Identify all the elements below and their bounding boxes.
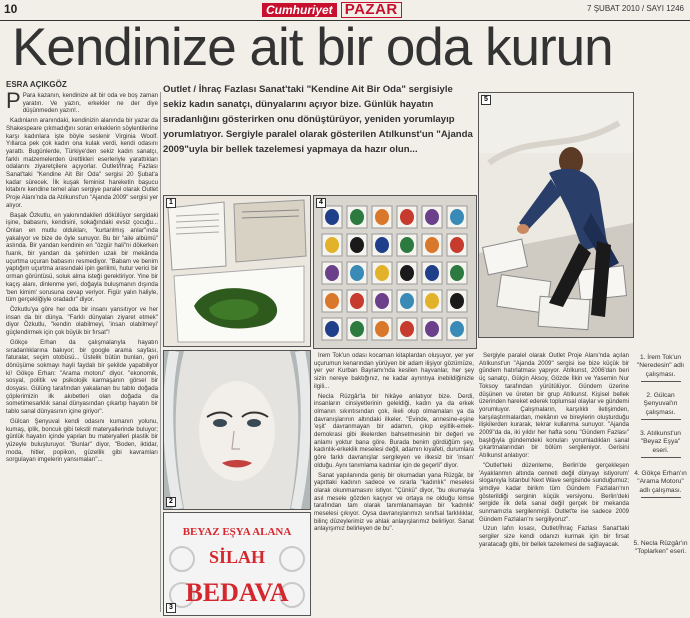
article-paragraph: Sergiyle paralel olarak Outlet Proje Alanı'nda açılan Atılkunst'un "Ajanda 2009" sergisi ise bize küçük bir gündem hatırlatması yapıyor. Atılkunst, 2006'dan beri üç sanatçı, Gülçin Aksoy, Gözde İlkin ve Yasemin Nur Toksoy tarafından yürütülüyor. Gündem üzerine düşünen ve üreten bir grup Atılkunst. Kişisel bellek üzerinden hareket ederek toplumsal olaylar ve gündemi yorumluyor. Çalışmaların, karşılıklı iletişimden, karşılaştırmalardan, mekânın ve bireylerin oluşturduğu ilişkilerden kurarak, tekrar kullanma sunuyor. "Ajanda 2009"da da, iki yıldır her hafta sonu "Gündem Fazlası" başlığıyla gündemdeki konuları yorumladıkları sanal çıkartmalarından bir bölüm sergileniyor. Gerisini Atılkunst anlatıyor: bbox=[479, 352, 629, 460]
sign-line-2: SİLAH bbox=[208, 547, 266, 567]
caption-text: İrem Tok'un "Neredesin" adlı çalışması. bbox=[636, 354, 685, 378]
photo-5-artwork bbox=[479, 93, 633, 337]
article-paragraph: Gökçe Erhan da çalışmalarıyla hayatın sıradanlıklarına bakıyor; bir google arama sayfası, faturalar, seçim otobüsü... Üstelik bütün bunları, geri dönüşüme sokmayı hayli faydalı bir şekilde yapabiliyor ki! Gökçe Erhan: "Arama motoru" diyor. "ekonomik, sosyal, politik ve psikolojik karmaşanın görsel bir dosyası. Gülüng tarafından yakalanan bu tablo doğada çöplerimizin ilk akıbetleri olan doğada da sometimesarklık sanal dünyasından çıkartıp hayatın bir tablo sanal dünyasının içine giriyor". bbox=[6, 338, 158, 416]
caption-text: Atılkunst'un "Beyaz Eşya" eseri. bbox=[640, 430, 681, 454]
caption-2 bbox=[633, 392, 688, 422]
article-paragraph: Başak Özkutlu, en yakınındakileri dökülüyor sergidaki işine, babasını, kendisini, sokağındaki evsiz çocuğu... Onları en mutlu oldukları, "kurtarılmış anlar"ında yakalıyor ve bize de öyle sunuyor. Bu bir "aile albümü" aslında. Bir yandan kendinin en "özgür hali"ni dökerken fuarık, bir yandan da şehirden uzak bir mekânda uçurtma uçuran babasını resmediyor. "Babam ve benim yaptığım uçurtma arasındaki ipin gerilimi, hutur verici bir orman görüntüsü, soluk alma isteği gerektiriyor. Yine bir kaçış alanı, dinlenme yeri, doğayla buluşmanın dışında 'ben kimim' sorusuna cevap veriyor. Figür yalın haliyle, tüm gerçekliğiyle oradadır" diyor. bbox=[6, 211, 158, 304]
artwork-tile-figure bbox=[400, 265, 414, 281]
photo-4-artwork bbox=[314, 196, 476, 348]
artwork-tile-figure bbox=[375, 237, 389, 253]
artwork-tile-figure bbox=[325, 321, 339, 337]
photo-5-figure-painting bbox=[478, 92, 634, 338]
artwork-tile-figure bbox=[450, 321, 464, 337]
artwork-tile-figure bbox=[425, 265, 439, 281]
artwork-tile-figure bbox=[375, 209, 389, 225]
article-paragraph: Uzun lafın kısası, Outlet/İhraç Fazlası Sanat'taki sergiler size kendi odanızı kurmak için bir fırsat yaratacağı gibi, bir bellek tazelemesi de sağlayacak. bbox=[479, 525, 629, 548]
photo-1-artwork bbox=[164, 196, 310, 346]
caption-divider bbox=[641, 381, 681, 382]
photo-4-artwork-grid bbox=[313, 195, 477, 349]
artwork-tile-figure bbox=[400, 237, 414, 253]
caption-number: 3. bbox=[640, 430, 646, 437]
supplement-name: PAZAR bbox=[341, 2, 402, 18]
article-column-3 bbox=[479, 352, 629, 614]
artwork-tile-figure bbox=[350, 237, 364, 253]
artwork-tile-figure bbox=[450, 265, 464, 281]
article-paragraph: Sanat yapılanında geniş bir okumadan yana Rüzgâr, bir yapıttaki kadının sadece ve ısrarla "kadınlık" meselesi olarak okunmamasını istiyor. "Çünkü" diyor, "bu okumayla asıl mesele gözden kaçıyor ve ortaya ne olduğu kimse tarafından tam olarak tanımlanamayan bir 'kadınlık' meselesi çıkıyor. Oysa davranışlarımızı sınıfsal farklılıklar, bilinç düzeylerimiz ve ahlak anlayışlarımız belirliyor. Sanat anlayışımız belirleyen de bu". bbox=[314, 471, 474, 533]
photo-1-installation bbox=[163, 195, 311, 347]
artwork-tile-figure bbox=[325, 209, 339, 225]
article-column-1 bbox=[6, 92, 158, 614]
artwork-tile-figure bbox=[375, 265, 389, 281]
article-paragraph: P Para kazanın, kendinize ait bir oda ve boş zaman yaratın. Ve yazın, erkekler ne der diye düşünmeden yazın!.. bbox=[6, 92, 158, 115]
artwork-tile-figure bbox=[375, 293, 389, 309]
photo-2-portrait bbox=[163, 350, 311, 510]
article-paragraph: İrem Tok'un odası kocaman kitaplardan oluşuyor, yer yer uçurumun kenarından yürüyen bir adam ilişiyor gözümüze, yer yer Kurban Bayramı'nda kesilen hayvanlar, her şey sizin nereye baktığınız, ne kadar ayrıntıya inebildiğinizle ilgili... bbox=[314, 352, 474, 390]
article-column-2 bbox=[314, 352, 474, 614]
artwork-tile-figure bbox=[425, 321, 439, 337]
article-paragraph: Özkutlu'ya göre her oda bir insanı yansıtıyor ve her insan da bir dünya. "Farklı dünyaları ziyaret etmek" diyor Özkutlu, "kendin olabilmeyi, 'insan olabilmeyi' güçlendirmek için çok büyük bir fırsat"! bbox=[6, 305, 158, 337]
caption-text: Gülcan Şenyuval'ın çalışması. bbox=[643, 392, 678, 416]
artwork-tile-figure bbox=[325, 293, 339, 309]
artwork-tile-figure bbox=[325, 237, 339, 253]
article-paragraph: Necla Rüzgâr'la bir hikâye anlatıyor bize. Derdi, insanların cinsiyetlerinin geleldiği, kadın ya da erkek olmanın sıkıntısından çok, ikeli olup olmamaları ya da davranışlarının altındaki ilkeler. "Evinde, annesine-eşine 'eşit' davranmayan bir adamın, çıkıp eşitlik-emek-demokrasi gibi ilkelerden bahsetmesinin bir değeri ve anlamı yoktur bana göre. Burada benim gördüğüm şey, kadınlık-erkeklik meselesi değil, adamın kıyafeti, durumlara göre farklı davranışlar sergileyen ve ilkesiz bir 'insan' olduğu. Aynı tanımlama kadınlar için de geçerli" diyor. bbox=[314, 392, 474, 469]
photo-number: 3 bbox=[166, 603, 176, 613]
artwork-tile-figure bbox=[450, 293, 464, 309]
caption-text: Gökçe Erhan'ın "Arama Motoru" adlı çalışması. bbox=[637, 470, 687, 494]
artwork-tile-figure bbox=[350, 321, 364, 337]
caption-1 bbox=[633, 354, 688, 384]
paper-name: Cumhuriyet bbox=[262, 3, 337, 17]
article-paragraph: Kadınların aranındaki, kendinizin alanında bir yazar da Shakespeare çıkmadığını soran erkeklerin söylentilerine karşı kadınlara işte böyle seslenir Virginia Woolf. Yıllarca pek çok kadın ona kulak verdi, kendi odasını yarattı. Bugünlerde, Türkiye'den sekiz kadın sanatçı, farklı malzemelerden ürettikleri eserleriyle yarattıkları odalarını ziyaretçilere açıyorlar. Outlet/İhraç Fazlası Sanat'taki "Kendine Ait Bir Oda" sergisi 20 Şubat'a kadar sürecek. İlk kuşak feminist hareketin başucu kitabını kendine temel alan sergiye paralel olarak Outlet Proje Alanı'nda da Atılkunst'un "Ajanda 2009" sergisi yer alıyor. bbox=[6, 117, 158, 209]
artwork-tile-figure bbox=[350, 293, 364, 309]
page-number: 10 bbox=[4, 2, 18, 16]
article-paragraph: Gülcan Şenyuval kendi odasını kumanın yolunu, kumaş, iplik, boncuk gibi tekstil materyallerinde buluyor; günlük hayatın içinde yapılan bu materyalleri plastik bir yüzeyle buluşturuyor. "Bunlar" diyor, "Boden, iktidar, moda, hitler, popikon, güzellik gibi kavramları sorgulayan imgelerin yansımaları"... bbox=[6, 417, 158, 464]
caption-number: 1. bbox=[639, 354, 646, 361]
caption-divider bbox=[641, 419, 681, 420]
sign-line-1: BEYAZ EŞYA ALANA bbox=[182, 526, 292, 538]
caption-5 bbox=[633, 540, 688, 557]
caption-3 bbox=[633, 430, 688, 460]
artwork-tile-figure bbox=[350, 265, 364, 281]
caption-number: 5. bbox=[633, 540, 639, 547]
author-byline: ESRA AÇIKGÖZ bbox=[6, 80, 67, 89]
artwork-tile-figure bbox=[450, 237, 464, 253]
artwork-tile-figure bbox=[425, 293, 439, 309]
caption-divider bbox=[641, 497, 681, 498]
sign-line-3: BEDAVA bbox=[185, 578, 289, 607]
artwork-tile-figure bbox=[375, 321, 389, 337]
photo-3-sign bbox=[163, 512, 311, 616]
artwork-tile-figure bbox=[400, 321, 414, 337]
artwork-tile-figure bbox=[350, 209, 364, 225]
dateline: 7 ŞUBAT 2010 / SAYI 1246 bbox=[587, 4, 684, 13]
caption-divider bbox=[641, 457, 681, 458]
artwork-tile-figure bbox=[400, 293, 414, 309]
artwork-tile-figure bbox=[450, 209, 464, 225]
article-paragraph: "Outlet'teki düzenleme, Berlin'de gerçekleşen 'Ayaklanmın altında cenneti değil dünyayı istiyorum' sloganıyla İstanbul Next Wave sergisinde sunduğumuz; şimdiye kadar birikm tüm Gündem Fazlaları'nın gösterildiği serginin küçük versiyonu. Berlin'deki sergide ilk defa sanal değil gerçek bir mekanda sunmamızla sergilenmişti. Outlet'te ise sadece 2009 Gündem Fazlaları'nı sergiliyoruz". bbox=[479, 461, 629, 523]
column-separator bbox=[160, 92, 161, 612]
artwork-tile-figure bbox=[400, 209, 414, 225]
artwork-tile-figure bbox=[325, 265, 339, 281]
caption-text: Necla Rüzgâr'ın "Toplarken" eseri. bbox=[634, 540, 688, 556]
caption-number: 2. bbox=[646, 392, 652, 399]
masthead bbox=[262, 2, 402, 18]
drop-cap: P bbox=[6, 92, 21, 113]
artwork-tile-figure bbox=[425, 209, 439, 225]
photo-number: 5 bbox=[481, 95, 491, 105]
photo-number: 1 bbox=[166, 198, 176, 208]
photo-number: 4 bbox=[316, 198, 326, 208]
caption-number: 4. bbox=[634, 470, 640, 477]
caption-4 bbox=[633, 470, 688, 500]
headline: Kendinize ait bir oda kurun bbox=[12, 18, 613, 77]
photo-3-artwork bbox=[164, 513, 310, 615]
photo-number: 2 bbox=[166, 497, 176, 507]
photo-2-artwork bbox=[164, 351, 310, 509]
artwork-tile-figure bbox=[425, 237, 439, 253]
article-lead: Outlet / İhraç Fazlası Sanat'taki "Kendine Ait Bir Oda" sergisiyle sekiz kadın sanatçı, dünyalarını açıyor bize. Günlük hayatın sıradanlığını gösterirken onu dönüştürüyor, yeniden yorumlayıp yorumlatıyor. Sergiyle paralel olarak gösterilen Atılkunst'un "Ajanda 2009"uyla bir bellek tazelemesi yapmaya da hazır olun... bbox=[163, 84, 473, 155]
